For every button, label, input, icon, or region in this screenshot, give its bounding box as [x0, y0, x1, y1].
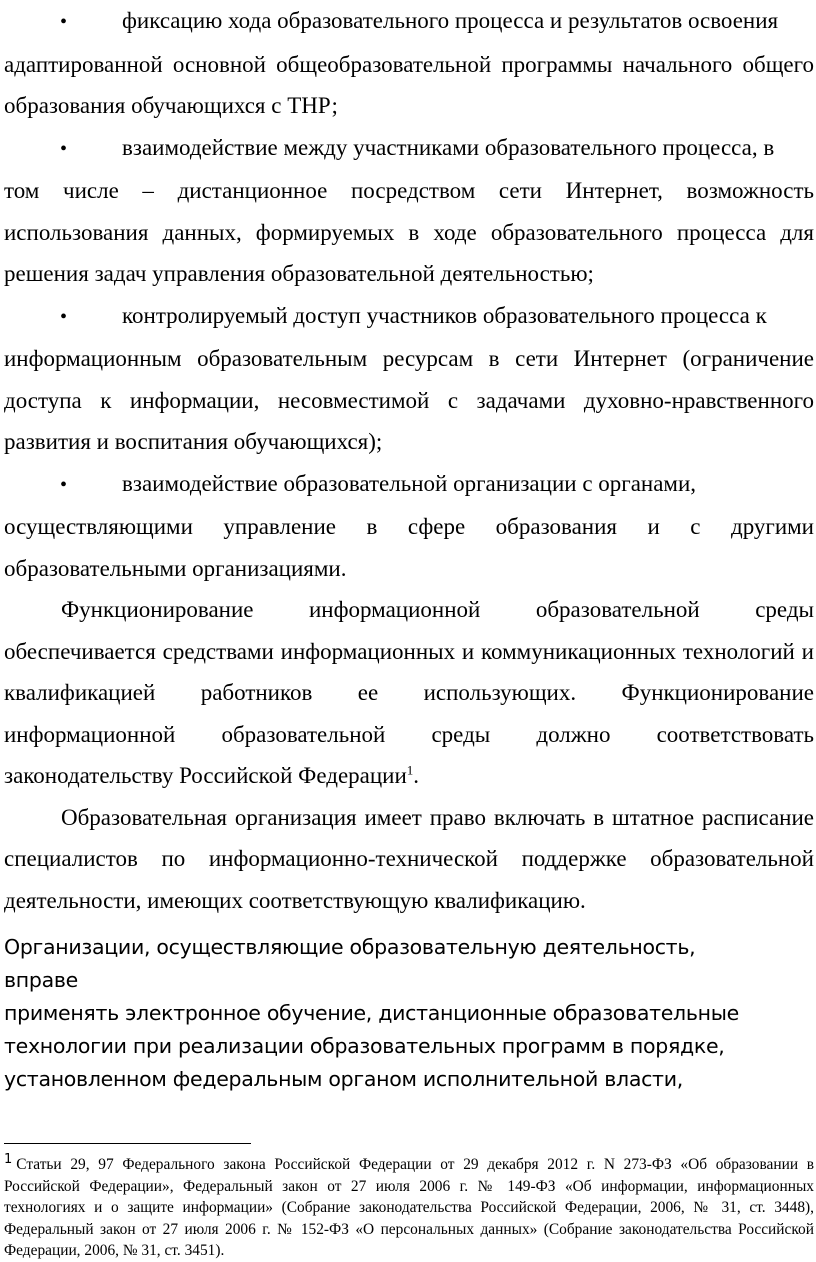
- bullet-continuation: том числе – дистанционное посредством сети Интернет, возможность использования данных, формируемых в ходе образовательного процесса для решения задач управления образовательной деятельностью;: [4, 178, 814, 286]
- bullet-item: [4, 463, 814, 590]
- bullet-first-line: взаимодействие образовательной организации с органами,: [122, 470, 697, 496]
- sans-paragraph: [4, 931, 764, 1096]
- bullet-item: [4, 127, 814, 295]
- bullet-first-line: контролируемый доступ участников образовательного процесса к: [122, 302, 767, 328]
- bullet-continuation: адаптированной основной общеобразовательной программы начального общего образования обучающихся с ТНР;: [4, 51, 814, 118]
- bullet-icon: •: [60, 137, 68, 160]
- bullet-continuation: осуществляющими управление в сфере образования и с другими образовательными организациями.: [4, 514, 814, 581]
- sans-line: применять электронное обучение, дистанционные образовательные: [4, 1001, 739, 1025]
- bullet-first-line: фиксацию хода образовательного процесса и результатов освоения: [122, 8, 779, 33]
- paragraph-ict-environment: [4, 589, 814, 797]
- footnote-reference[interactable]: 1: [406, 762, 414, 778]
- bullet-first-line: взаимодействие между участниками образовательного процесса, в: [122, 134, 775, 160]
- bullet-icon: •: [60, 11, 68, 33]
- sans-line: Организации, осуществляющие образовательную деятельность, вправе: [4, 935, 696, 992]
- footnote-separator: [4, 1143, 251, 1144]
- bullet-continuation: информационным образовательным ресурсам в сети Интернет (ограничение доступа к информации, несовместимой с задачами духовно-нравственного развития и воспитания обучающихся);: [4, 346, 814, 454]
- paragraph-staffing: Образовательная организация имеет право включать в штатное расписание специалистов по информационно-технической поддержке образовательной деятельности, имеющих соответствующую квалификацию.: [4, 804, 814, 913]
- sans-line: технологии при реализации образовательных программ в порядке,: [4, 1034, 725, 1058]
- bullet-item: [4, 295, 814, 463]
- footnote-text: Статьи 29, 97 Федерального закона Российской Федерации от 29 декабря 2012 г. N 273-ФЗ «Об образовании в Российской Федерации», Федеральный закон от 27 июля 2006 г. № 149-ФЗ «Об информации, информационных технологиях и о защите информации» (Собрание законодательства Российской Федерации, 2006, № 31, ст. 3448), Федеральный закон от 27 июля 2006 г. № 152-ФЗ «О персональных данных» (Собрание законодательства Российской Федерации, 2006, № 31, ст. 3451).: [4, 1156, 814, 1259]
- footnote-mark: 1: [4, 1151, 13, 1167]
- sans-line: установленном федеральным органом исполнительной власти,: [4, 1067, 683, 1091]
- paragraph-text: Функционирование информационной образовательной среды обеспечивается средствами информационных и коммуникационных технологий и квалификацией работников ее использующих. Функционирование информационной образовательной среды должно соответствовать законодательству Российской Федерации: [4, 597, 814, 788]
- bullet-icon: •: [60, 305, 68, 328]
- bullet-item: [4, 0, 814, 127]
- paragraph-end: .: [413, 763, 420, 788]
- footnote: [4, 1151, 814, 1262]
- bullet-icon: •: [60, 473, 68, 496]
- body-text: [4, 0, 814, 921]
